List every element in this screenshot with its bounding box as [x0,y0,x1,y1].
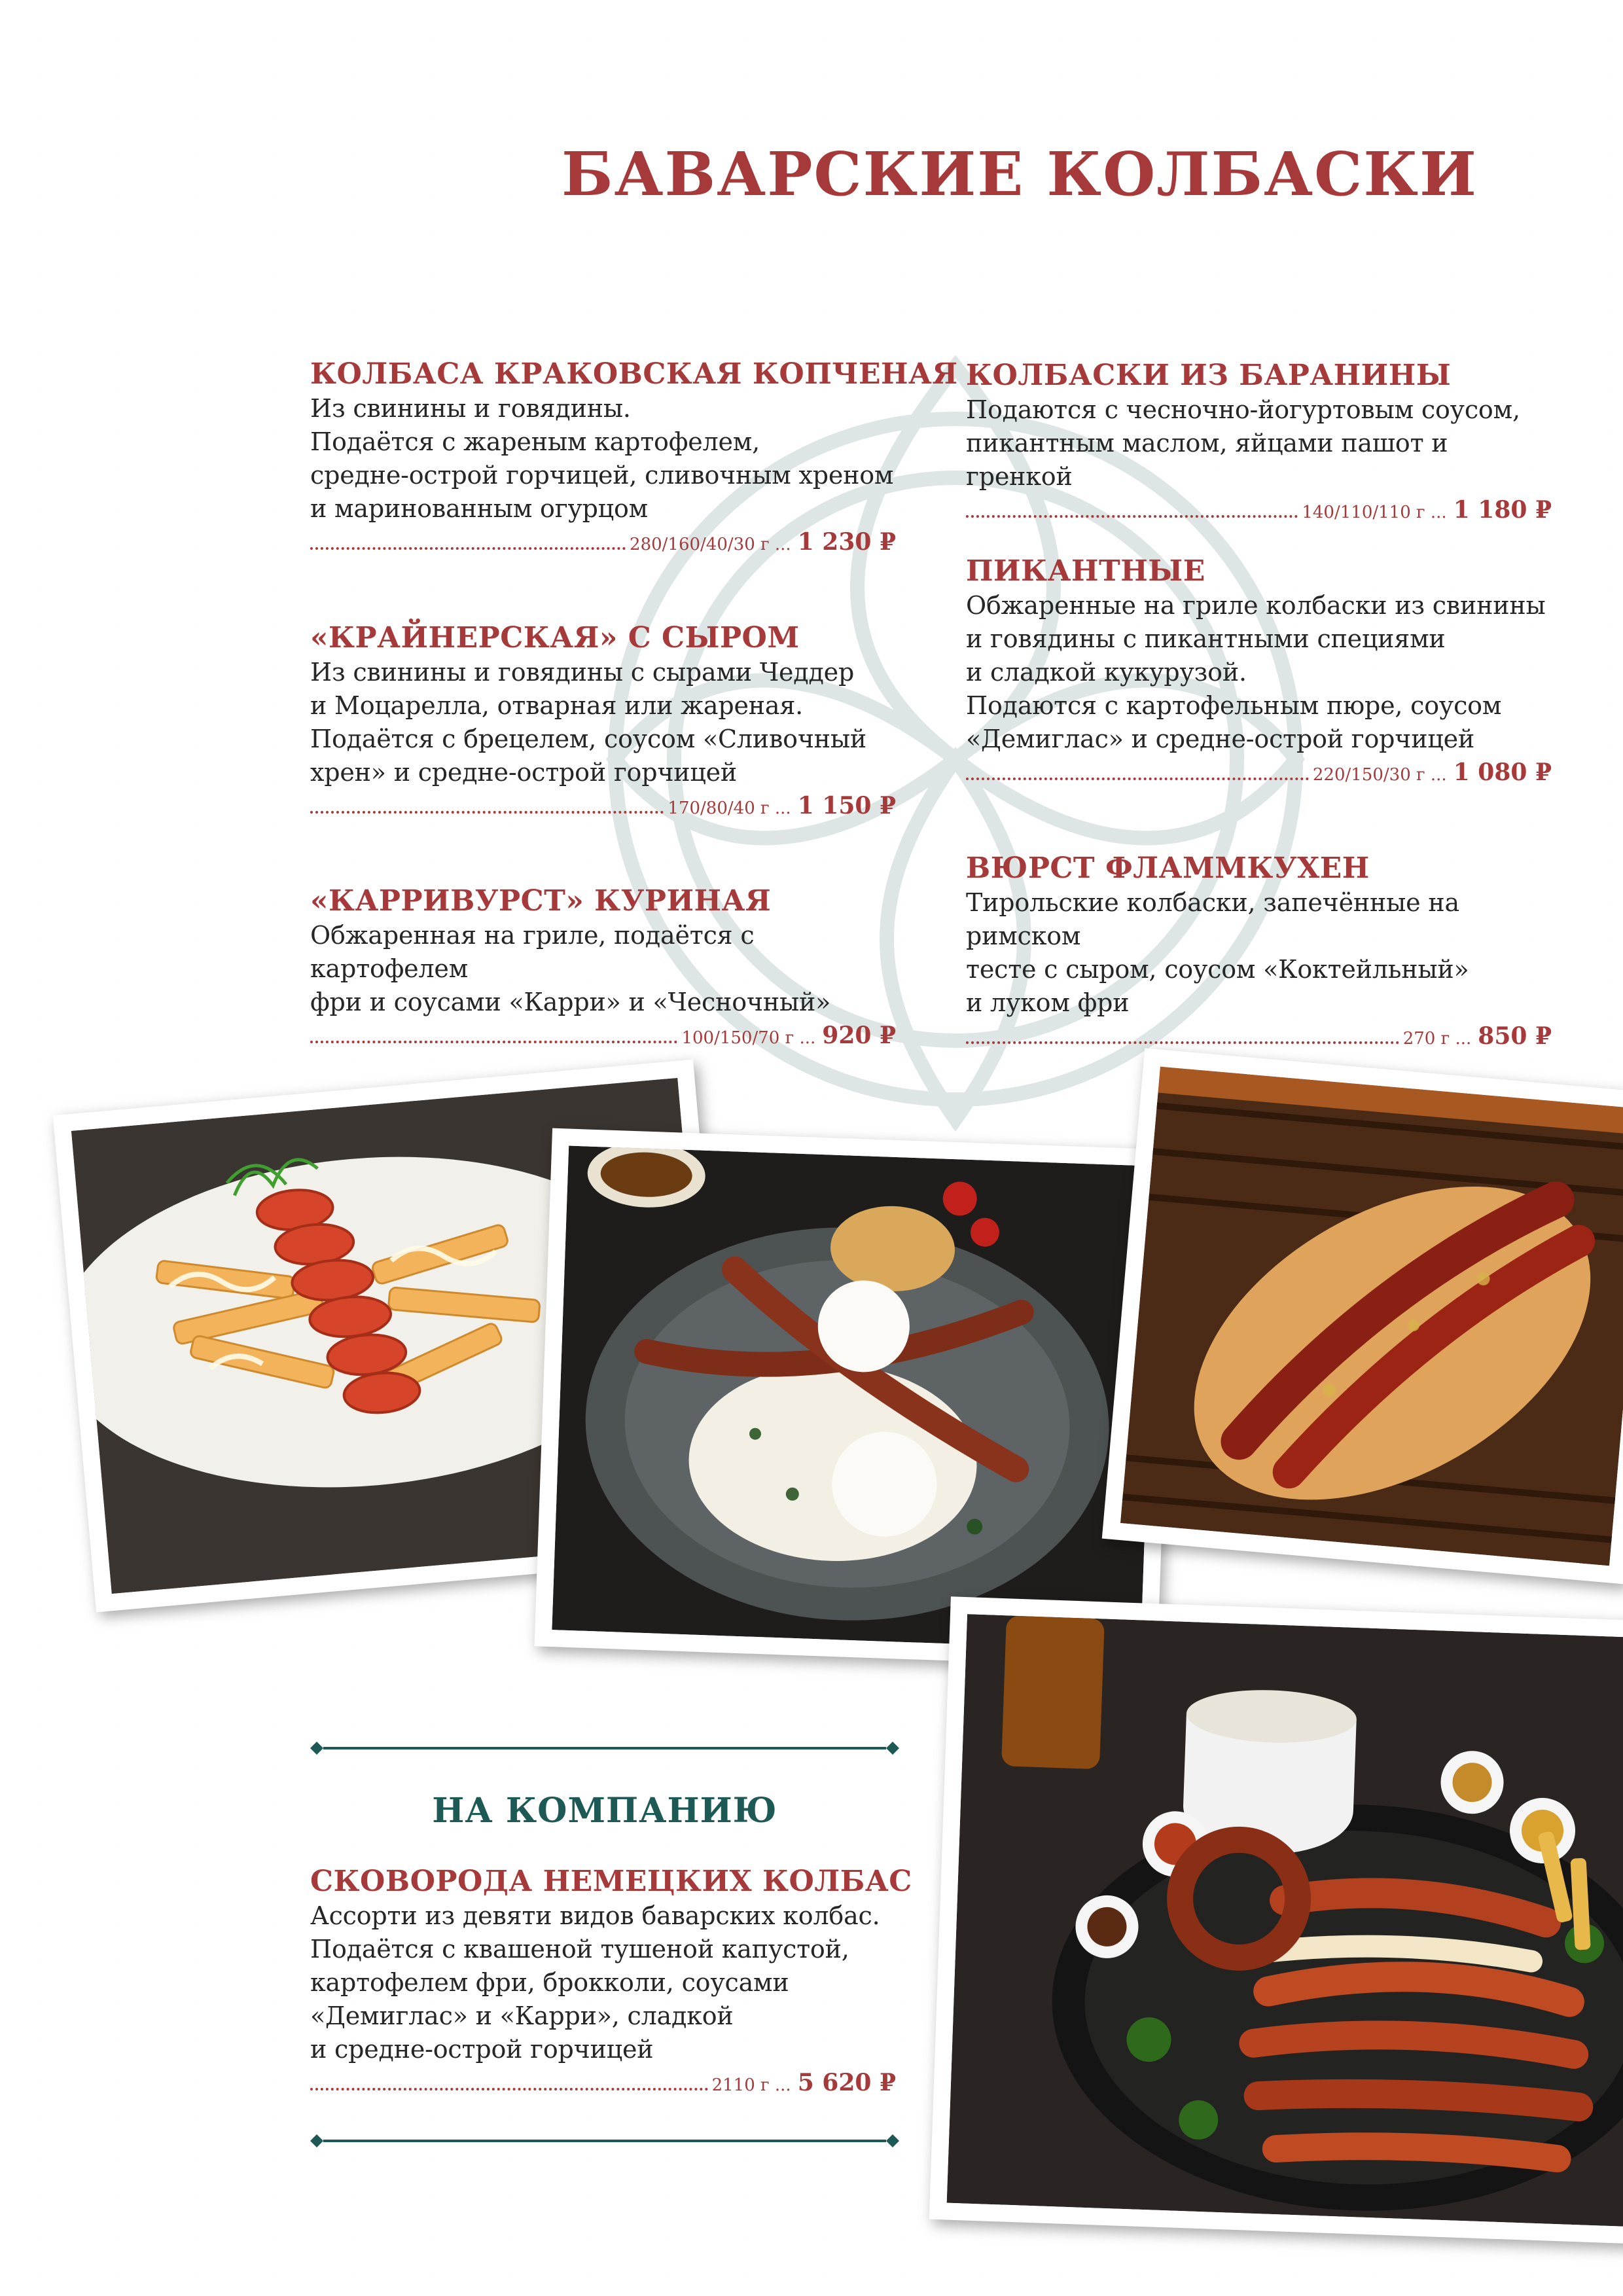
menu-item-flammkuchen [966,851,1552,1050]
price-line [966,759,1552,787]
item-name: КОЛБАСА КРАКОВСКАЯ КОПЧЕНАЯ [310,357,958,391]
item-description: Обжаренная на гриле, подаётся с картофелем фри и соусами «Карри» и «Чесночный» [310,921,831,1016]
lamb-sausages-image [552,1146,1157,1651]
item-price: 920 ₽ [822,1022,896,1049]
item-price: 850 ₽ [1478,1022,1552,1050]
dotted-leader [966,515,1298,518]
menu-item-krainer-cheese [310,620,896,820]
platter-photo [929,1596,1623,2244]
item-weight: 100/150/70 г ... [681,1028,816,1048]
dotted-leader [966,778,1309,780]
dotted-leader [310,1041,677,1043]
menu-item-spicy [966,554,1552,787]
dotted-leader [966,1041,1399,1044]
price-line [310,528,896,556]
page-title: БАВАРСКИЕ КОЛБАСКИ [562,139,1478,209]
flammkuchen-photo [1102,1048,1623,1584]
menu-item-currywurst [310,884,896,1050]
section-divider-bottom [310,2131,899,2151]
item-description: Из свинины и говядины с сырами Чеддер и Моцарелла, отварная или жареная. Подаётся с брецелем, соусом «Сливочный хрен» и средне-острой горчицей [310,658,867,787]
price-line [310,792,896,820]
platter-image [947,1614,1623,2227]
dotted-leader [310,547,626,550]
flammkuchen-image [1120,1067,1623,1566]
item-name: «КАРРИВУРСТ» КУРИНАЯ [310,884,772,918]
item-price: 1 150 ₽ [797,792,896,819]
item-weight: 170/80/40 г ... [668,798,791,818]
section-title-company: НА КОМПАНИЮ [432,1791,777,1831]
lamb-sausages-photo [534,1128,1175,1668]
item-name: ВЮРСТ ФЛАММКУХЕН [966,852,1370,885]
item-description: Ассорти из девяти видов баварских колбас. Подаётся с квашеной тушеной капустой, картофелем фри, брокколи, соусами «Демиглас» и «Карри», сладкой и средне-острой горчицей [310,1901,880,2064]
price-line [966,496,1552,524]
item-price: 5 620 ₽ [797,2069,896,2096]
item-name: «КРАЙНЕРСКАЯ» С СЫРОМ [310,621,800,655]
item-name: ПИКАНТНЫЕ [966,554,1205,588]
item-description: Обжаренные на гриле колбаски из свинины и говядины с пикантными специями и сладкой кукурузой. Подаются с картофельным пюре, соусом «Демиглас» и средне-острой горчицей [966,591,1546,753]
section-divider-top [310,1738,899,1758]
price-line [310,2069,896,2097]
item-weight: 220/150/30 г ... [1312,765,1447,785]
item-weight: 2110 г ... [711,2075,791,2095]
item-weight: 140/110/110 г ... [1302,503,1447,522]
item-description: Подаются с чесночно-йогуртовым соусом, пикантным маслом, яйцами пашот и гренкой [966,395,1520,491]
menu-item-lamb-sausages [966,358,1552,524]
item-name: КОЛБАСКИ ИЗ БАРАНИНЫ [966,359,1452,392]
item-price: 1 080 ₽ [1453,759,1552,786]
item-name: СКОВОРОДА НЕМЕЦКИХ КОЛБАС [310,1865,912,1898]
item-weight: 280/160/40/30 г ... [630,535,791,554]
item-description: Из свинины и говядины. Подаётся с жареным картофелем, средне-острой горчицей, сливочным хреном и маринованным огурцом [310,394,894,523]
menu-item-krakow-sausage [310,357,958,556]
price-line [310,1022,896,1050]
item-description: Тирольские колбаски, запечённые на римском тесте с сыром, соусом «Коктейльный» и луком фри [966,888,1469,1017]
item-weight: 270 г ... [1402,1029,1472,1049]
item-price: 1 230 ₽ [797,528,896,556]
menu-item-sausage-platter [310,1864,912,2097]
dotted-leader [310,811,664,814]
price-line [966,1022,1552,1050]
dotted-leader [310,2088,708,2090]
item-price: 1 180 ₽ [1453,496,1552,524]
